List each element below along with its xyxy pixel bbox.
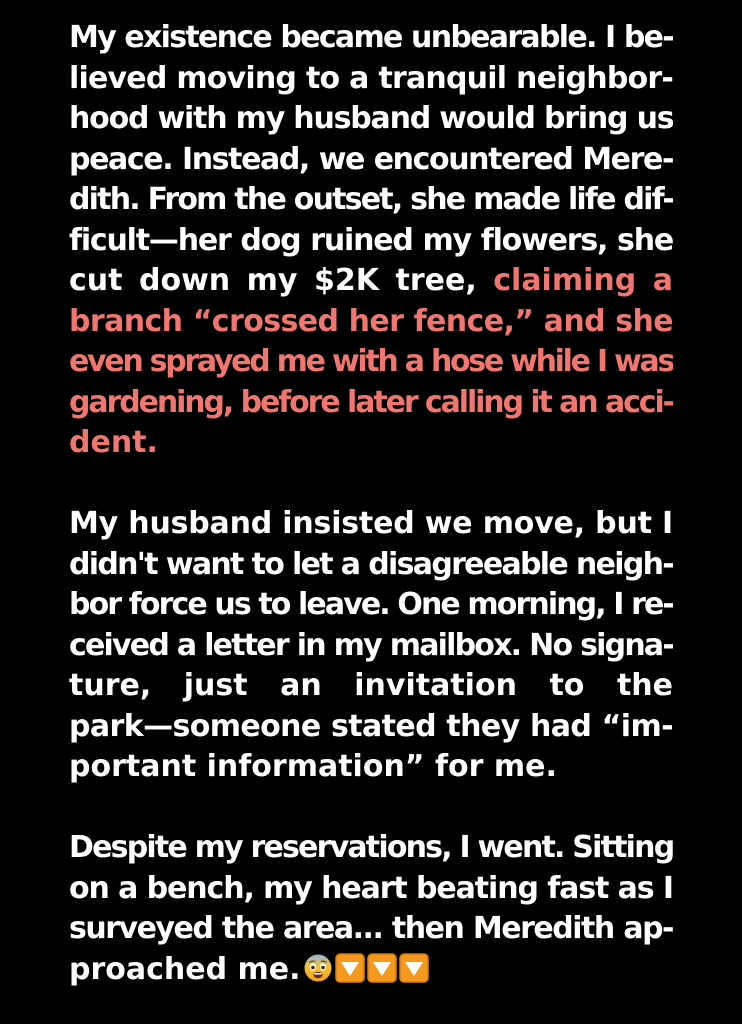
text-line: My existence became unbearable. I be- <box>69 20 673 55</box>
text-line: park—someone stated they had “im- <box>69 708 673 744</box>
highlighted-line: gardening, before later calling it an acci- <box>69 384 673 420</box>
down-arrow-button-icon <box>367 953 397 983</box>
text-segment: cut down my $2K tree, <box>69 263 477 298</box>
text-line: bor force us to leave. One morning, I re- <box>69 587 673 622</box>
text-line: ficult—her dog ruined my flowers, she <box>69 222 673 258</box>
paragraph-gap <box>69 464 673 505</box>
text-line: Despite my reservations, I went. Sitting <box>69 830 673 865</box>
text-line: dith. From the outset, she made life dif- <box>69 182 673 217</box>
down-arrow-button-icon <box>399 953 429 983</box>
down-arrow-button-icon <box>335 953 365 983</box>
highlighted-text: claiming a <box>493 263 673 298</box>
text-line: lieved moving to a tranquil neighbor- <box>69 60 673 96</box>
text-line: ture, just an invitation to the <box>69 668 673 703</box>
highlighted-line: even sprayed me with a hose while I was <box>69 344 673 379</box>
fearful-face-icon <box>303 953 333 983</box>
text-line-mixed <box>69 261 673 302</box>
paragraph-1 <box>69 18 673 464</box>
highlighted-line: dent. <box>69 425 158 460</box>
story-text <box>69 18 673 990</box>
text-line: surveyed the area... then Meredith ap- <box>69 911 673 946</box>
text-segment: proached me. <box>69 951 301 987</box>
paragraph-gap <box>69 788 673 829</box>
text-line: on a bench, my heart beating fast as I <box>69 870 673 906</box>
highlighted-line: branch “crossed her fence,” and she <box>69 303 673 339</box>
text-line: portant information” for me. <box>69 749 557 784</box>
text-line: ceived a letter in my mailbox. No signa- <box>69 627 673 663</box>
text-line: My husband insisted we move, but I <box>69 506 673 541</box>
text-line: hood with my husband would bring us <box>69 101 673 136</box>
text-line-with-emoji <box>69 950 673 991</box>
paragraph-3 <box>69 828 673 990</box>
text-line: didn't want to let a disagreeable neigh- <box>69 546 673 582</box>
text-line: peace. Instead, we encountered Mere- <box>69 141 673 177</box>
paragraph-2 <box>69 504 673 788</box>
